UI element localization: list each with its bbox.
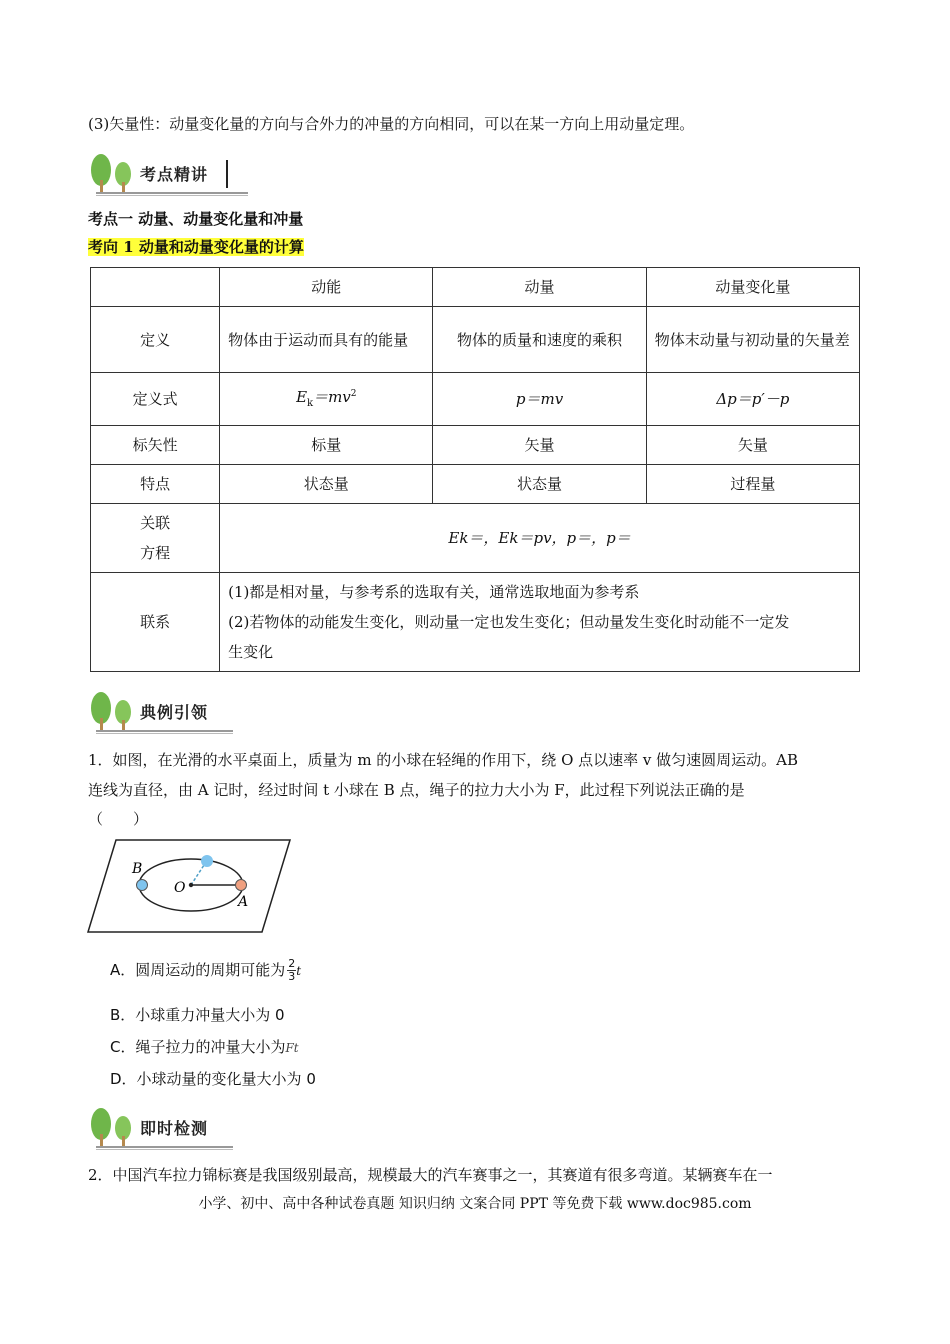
tree-icon bbox=[88, 1104, 136, 1150]
table-cell: 状态量 bbox=[433, 465, 646, 504]
label-o: O bbox=[174, 880, 186, 896]
table-row bbox=[91, 426, 860, 465]
table-cell: $E_k=mv^2$ bbox=[220, 373, 433, 426]
table-row bbox=[91, 307, 860, 373]
table-cell: 标量 bbox=[220, 426, 433, 465]
option-c[interactable]: C．绳子拉力的冲量大小为Ft bbox=[110, 1038, 299, 1056]
tree-icon bbox=[88, 150, 136, 196]
banner-underline bbox=[96, 730, 233, 732]
table-row bbox=[91, 465, 860, 504]
intro-line: (3)矢量性：动量变化量的方向与合外力的冲量的方向相同，可以在某一方向上用动量定理。 bbox=[88, 115, 695, 133]
question-1-line-1: 1．如图，在光滑的水平桌面上，质量为 m 的小球在轻绳的作用下，绕 O 点以速率 v 做匀速圆周运动。AB bbox=[88, 751, 799, 769]
footer: 小学、初中、高中各种试卷真题 知识归纳 文案合同 PPT 等免费下载 www.doc985.com bbox=[198, 1196, 752, 1212]
option-a[interactable]: A．圆周运动的周期可能为 $\frac{2}{3}$ t bbox=[110, 957, 302, 983]
table-cell: 物体末动量与初动量的矢量差 bbox=[646, 307, 859, 373]
table-row bbox=[91, 573, 860, 672]
banner-jishi bbox=[88, 1104, 233, 1150]
cursor-mark bbox=[226, 160, 228, 188]
table-header-row bbox=[91, 268, 860, 307]
section-title: 考点一 动量、动量变化量和冲量 bbox=[88, 210, 304, 228]
table-cell: Ek＝，Ek＝pv，p＝，p＝ bbox=[220, 504, 860, 573]
label-a: A bbox=[238, 894, 249, 910]
table-cell: (1)都是相对量，与参考系的选取有关，通常选取地面为参考系 (2)若物体的动能发生变化，则动量一定也发生变化；但动量发生变化时动能不一定发 生变化 bbox=[220, 573, 860, 672]
table-row bbox=[91, 373, 860, 426]
label-b: B bbox=[132, 861, 143, 877]
table-cell: Δp＝p′－p bbox=[646, 373, 859, 426]
table-cell: p＝mv bbox=[433, 373, 646, 426]
banner-dianli bbox=[88, 688, 233, 734]
tree-icon bbox=[88, 688, 136, 734]
fraction: $\frac{2}{3}$ bbox=[288, 957, 296, 983]
banner-underline bbox=[96, 1146, 233, 1148]
table-header-cell bbox=[91, 268, 220, 307]
banner-title: 典例引领 bbox=[140, 703, 209, 722]
table-cell: 矢量 bbox=[433, 426, 646, 465]
table-header-cell: 动量 bbox=[433, 268, 646, 307]
circular-motion-figure bbox=[86, 838, 292, 934]
banner-title: 考点精讲 bbox=[140, 165, 209, 184]
comparison-table bbox=[90, 267, 860, 672]
table-header-cell: 动量变化量 bbox=[646, 268, 859, 307]
banner-kaodian bbox=[88, 150, 248, 196]
table-cell: 关联 方程 bbox=[91, 504, 220, 573]
table-header-cell: 动能 bbox=[220, 268, 433, 307]
option-b[interactable]: B．小球重力冲量大小为 0 bbox=[110, 1006, 285, 1024]
table-cell: 标矢性 bbox=[91, 426, 220, 465]
question-1-line-2: 连线为直径，由 A 记时，经过时间 t 小球在 B 点，绳子的拉力大小为 F，此过程下列说法正确的是 bbox=[88, 781, 745, 799]
question-2-line-1: 2．中国汽车拉力锦标赛是我国级别最高，规模最大的汽车赛事之一，其赛道有很多弯道。某辆赛车在一 bbox=[88, 1166, 773, 1184]
table-cell: 状态量 bbox=[220, 465, 433, 504]
table-cell: 矢量 bbox=[646, 426, 859, 465]
table-row bbox=[91, 504, 860, 573]
banner-underline-2 bbox=[96, 195, 248, 196]
table-cell: 物体的质量和速度的乘积 bbox=[433, 307, 646, 373]
table-cell: 特点 bbox=[91, 465, 220, 504]
banner-underline-2 bbox=[96, 733, 233, 734]
table-cell: 定义式 bbox=[91, 373, 220, 426]
subsection-title: 考向 1 动量和动量变化量的计算 bbox=[88, 238, 304, 256]
table-cell: 过程量 bbox=[646, 465, 859, 504]
option-d[interactable]: D．小球动量的变化量大小为 0 bbox=[110, 1070, 316, 1088]
banner-underline bbox=[96, 192, 248, 194]
table-cell: 联系 bbox=[91, 573, 220, 672]
table-cell: 定义 bbox=[91, 307, 220, 373]
banner-title: 即时检测 bbox=[140, 1119, 209, 1138]
question-1-bracket: （ ） bbox=[88, 810, 149, 828]
banner-underline-2 bbox=[96, 1149, 233, 1150]
table-cell: 物体由于运动而具有的能量 bbox=[220, 307, 433, 373]
